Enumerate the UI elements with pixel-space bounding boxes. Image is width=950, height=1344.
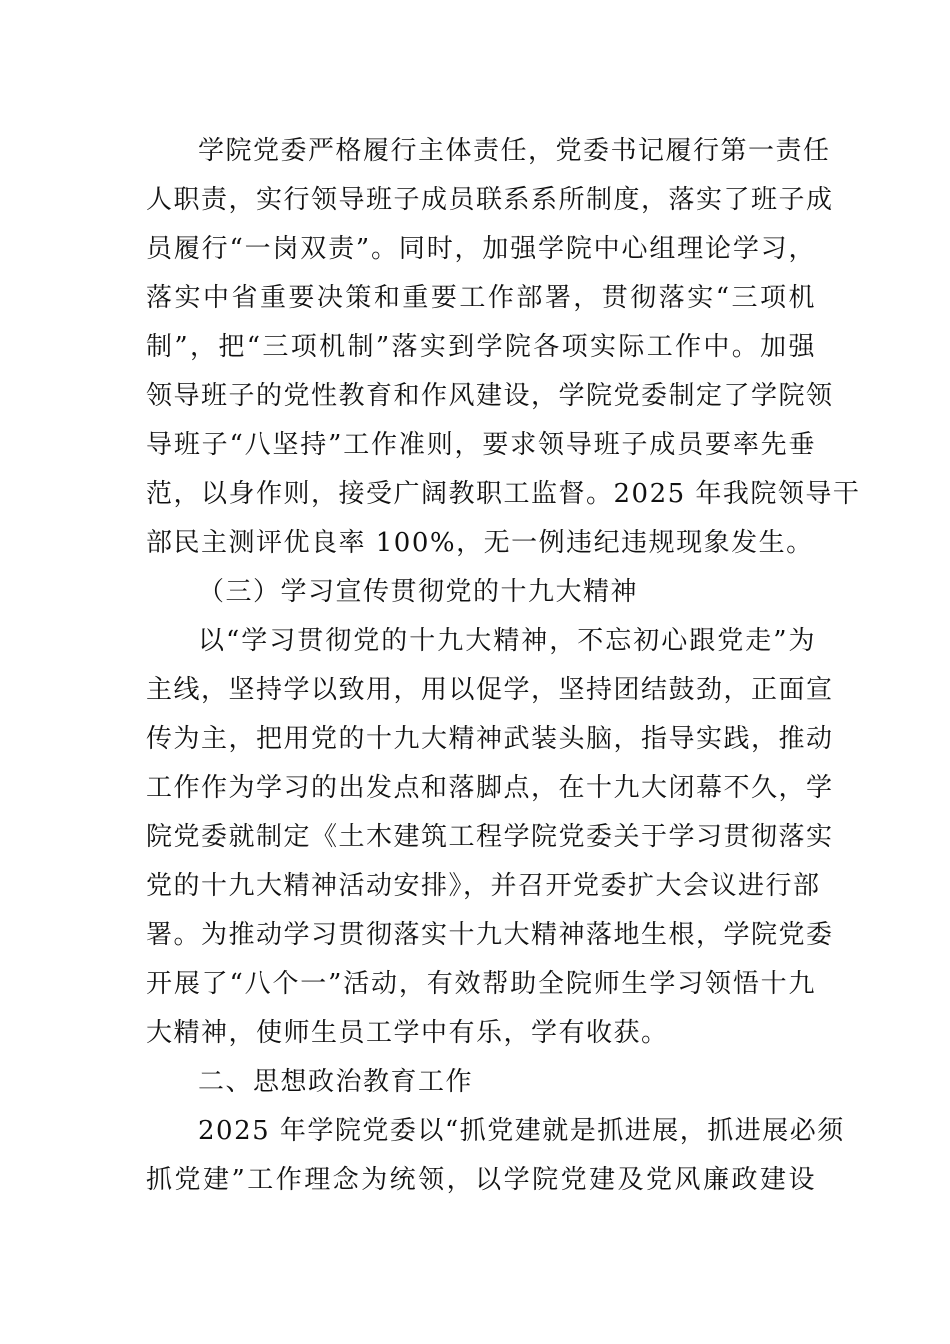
paragraph-line: 院党委就制定《土木建筑工程学院党委关于学习贯彻落实 [146,822,834,852]
paragraph-line: 工作作为学习的出发点和落脚点，在十九大闭幕不久，学 [146,773,834,803]
paragraph-line: 人职责，实行领导班子成员联系系所制度，落实了班子成 [146,185,834,215]
paragraph-line: 开展了“八个一”活动，有效帮助全院师生学习领悟十九 [146,969,816,999]
paragraph-line: 以“学习贯彻党的十九大精神，不忘初心跟党走”为 [198,626,816,656]
paragraph-line: 大精神，使师生员工学中有乐，学有收获。 [146,1018,669,1048]
paragraph-line: 2025 年学院党委以“抓党建就是抓进展，抓进展必须 [198,1116,845,1146]
paragraph-line: 主线，坚持学以致用，用以促学，坚持团结鼓劲，正面宣 [146,675,834,705]
paragraph-line: 部民主测评优良率 100%，无一例违纪违规现象发生。 [146,528,814,558]
paragraph-line: 导班子“八坚持”工作准则，要求领导班子成员要率先垂 [146,430,816,460]
paragraph-line: 传为主，把用党的十九大精神武装头脑，指导实践，推动 [146,724,834,754]
section-heading: （三）学习宣传贯彻党的十九大精神 [198,577,639,607]
paragraph-line: 署。为推动学习贯彻落实十九大精神落地生根，学院党委 [146,920,834,950]
paragraph-line: 领导班子的党性教育和作风建设，学院党委制定了学院领 [146,381,834,411]
paragraph-line: 抓党建”工作理念为统领，以学院党建及党风廉政建设 [146,1165,816,1195]
paragraph-line: 范，以身作则，接受广阔教职工监督。2025 年我院领导干 [146,479,861,509]
paragraph-line: 党的十九大精神活动安排》，并召开党委扩大会议进行部 [146,871,821,901]
paragraph-line: 制”，把“三项机制”落实到学院各项实际工作中。加强 [146,332,816,362]
paragraph-line: 学院党委严格履行主体责任，党委书记履行第一责任 [198,136,831,166]
paragraph-line: 员履行“一岗双责”。同时，加强学院中心组理论学习， [146,234,816,264]
paragraph-line: 落实中省重要决策和重要工作部署，贯彻落实“三项机 [146,283,816,313]
section-heading: 二、思想政治教育工作 [198,1067,474,1097]
